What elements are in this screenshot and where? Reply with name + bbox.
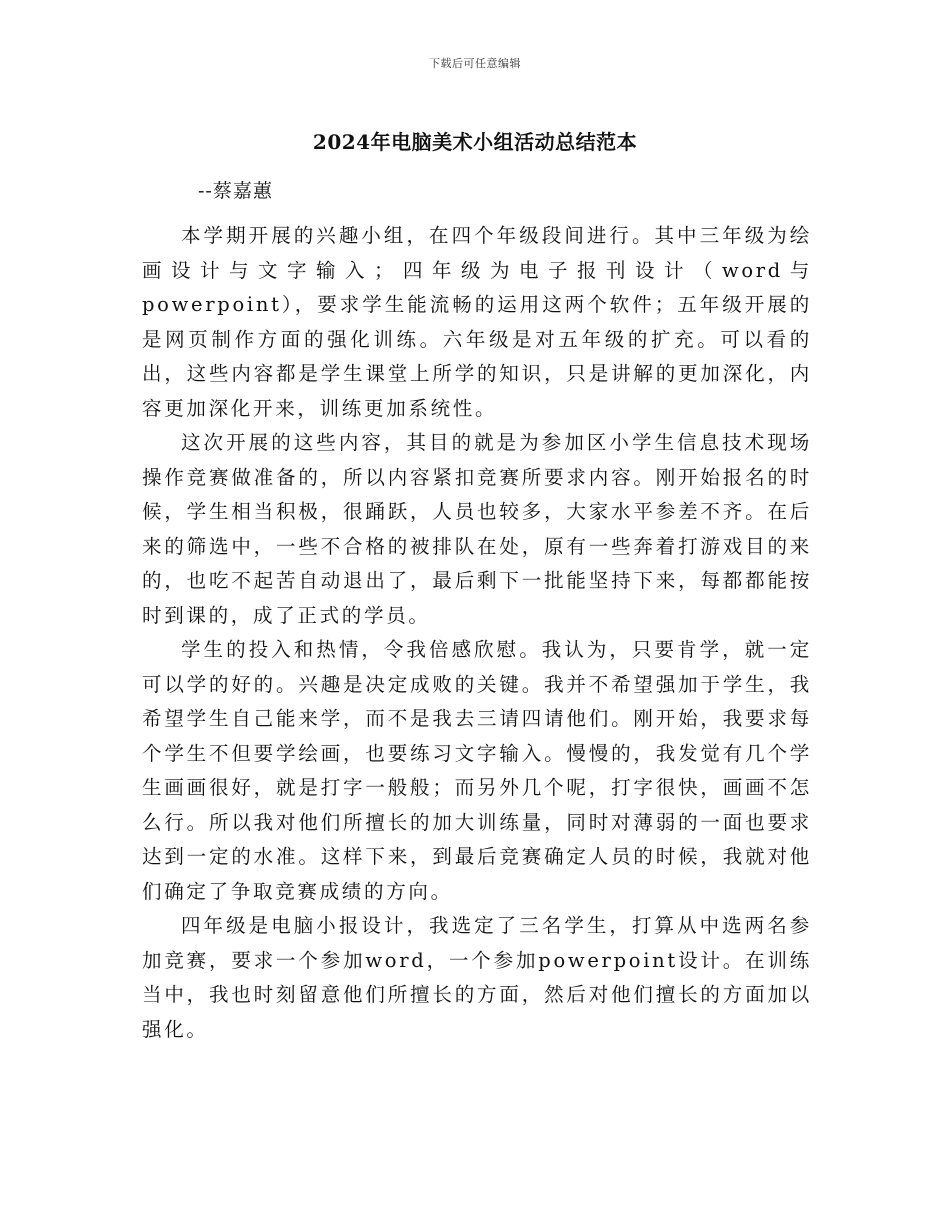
document-body: [142, 219, 812, 1047]
paragraph: 本学期开展的兴趣小组，在四个年级段间进行。其中三年级为绘画设计与文字输入；四年级为电子报刊设计（word与powerpoint），要求学生能流畅的运用这两个软件；五年级开展的是网页制作方面的强化训练。六年级是对五年级的扩充。可以看的出，这些内容都是学生课堂上所学的知识，只是讲解的更加深化，内容更加深化开来，训练更加系统性。: [142, 224, 812, 420]
paragraph: 学生的投入和热情，令我倍感欣慰。我认为，只要肯学，就一定可以学的好的。兴趣是决定成败的关键。我并不希望强加于学生，我希望学生自己能来学，而不是我去三请四请他们。刚开始，我要求每个学生不但要学绘画，也要练习文字输入。慢慢的，我发觉有几个学生画画很好，就是打字一般般；而另外几个呢，打字很快，画画不怎么行。所以我对他们所擅长的加大训练量，同时对薄弱的一面也要求达到一定的水准。这样下来，到最后竞赛确定人员的时候，我就对他们确定了争取竞赛成绩的方向。: [142, 638, 812, 903]
paragraph: 四年级是电脑小报设计，我选定了三名学生，打算从中选两名参加竞赛，要求一个参加word，一个参加powerpoint设计。在训练当中，我也时刻留意他们所擅长的方面，然后对他们擅长的方面加以强化。: [142, 914, 812, 1041]
page-title: 2024年电脑美术小组活动总结范本: [312, 130, 638, 154]
header-note: 下载后可任意编辑: [429, 57, 521, 70]
paragraph: 这次开展的这些内容，其目的就是为参加区小学生信息技术现场操作竞赛做准备的，所以内容紧扣竞赛所要求内容。刚开始报名的时候，学生相当积极，很踊跃，人员也较多，大家水平参差不齐。在后来的筛选中，一些不合格的被排队在处，原有一些奔着打游戏目的来的，也吃不起苦自动退出了，最后剩下一批能坚持下来，每都都能按时到课的，成了正式的学员。: [142, 431, 812, 627]
author-line: --蔡嘉蕙: [198, 180, 273, 202]
